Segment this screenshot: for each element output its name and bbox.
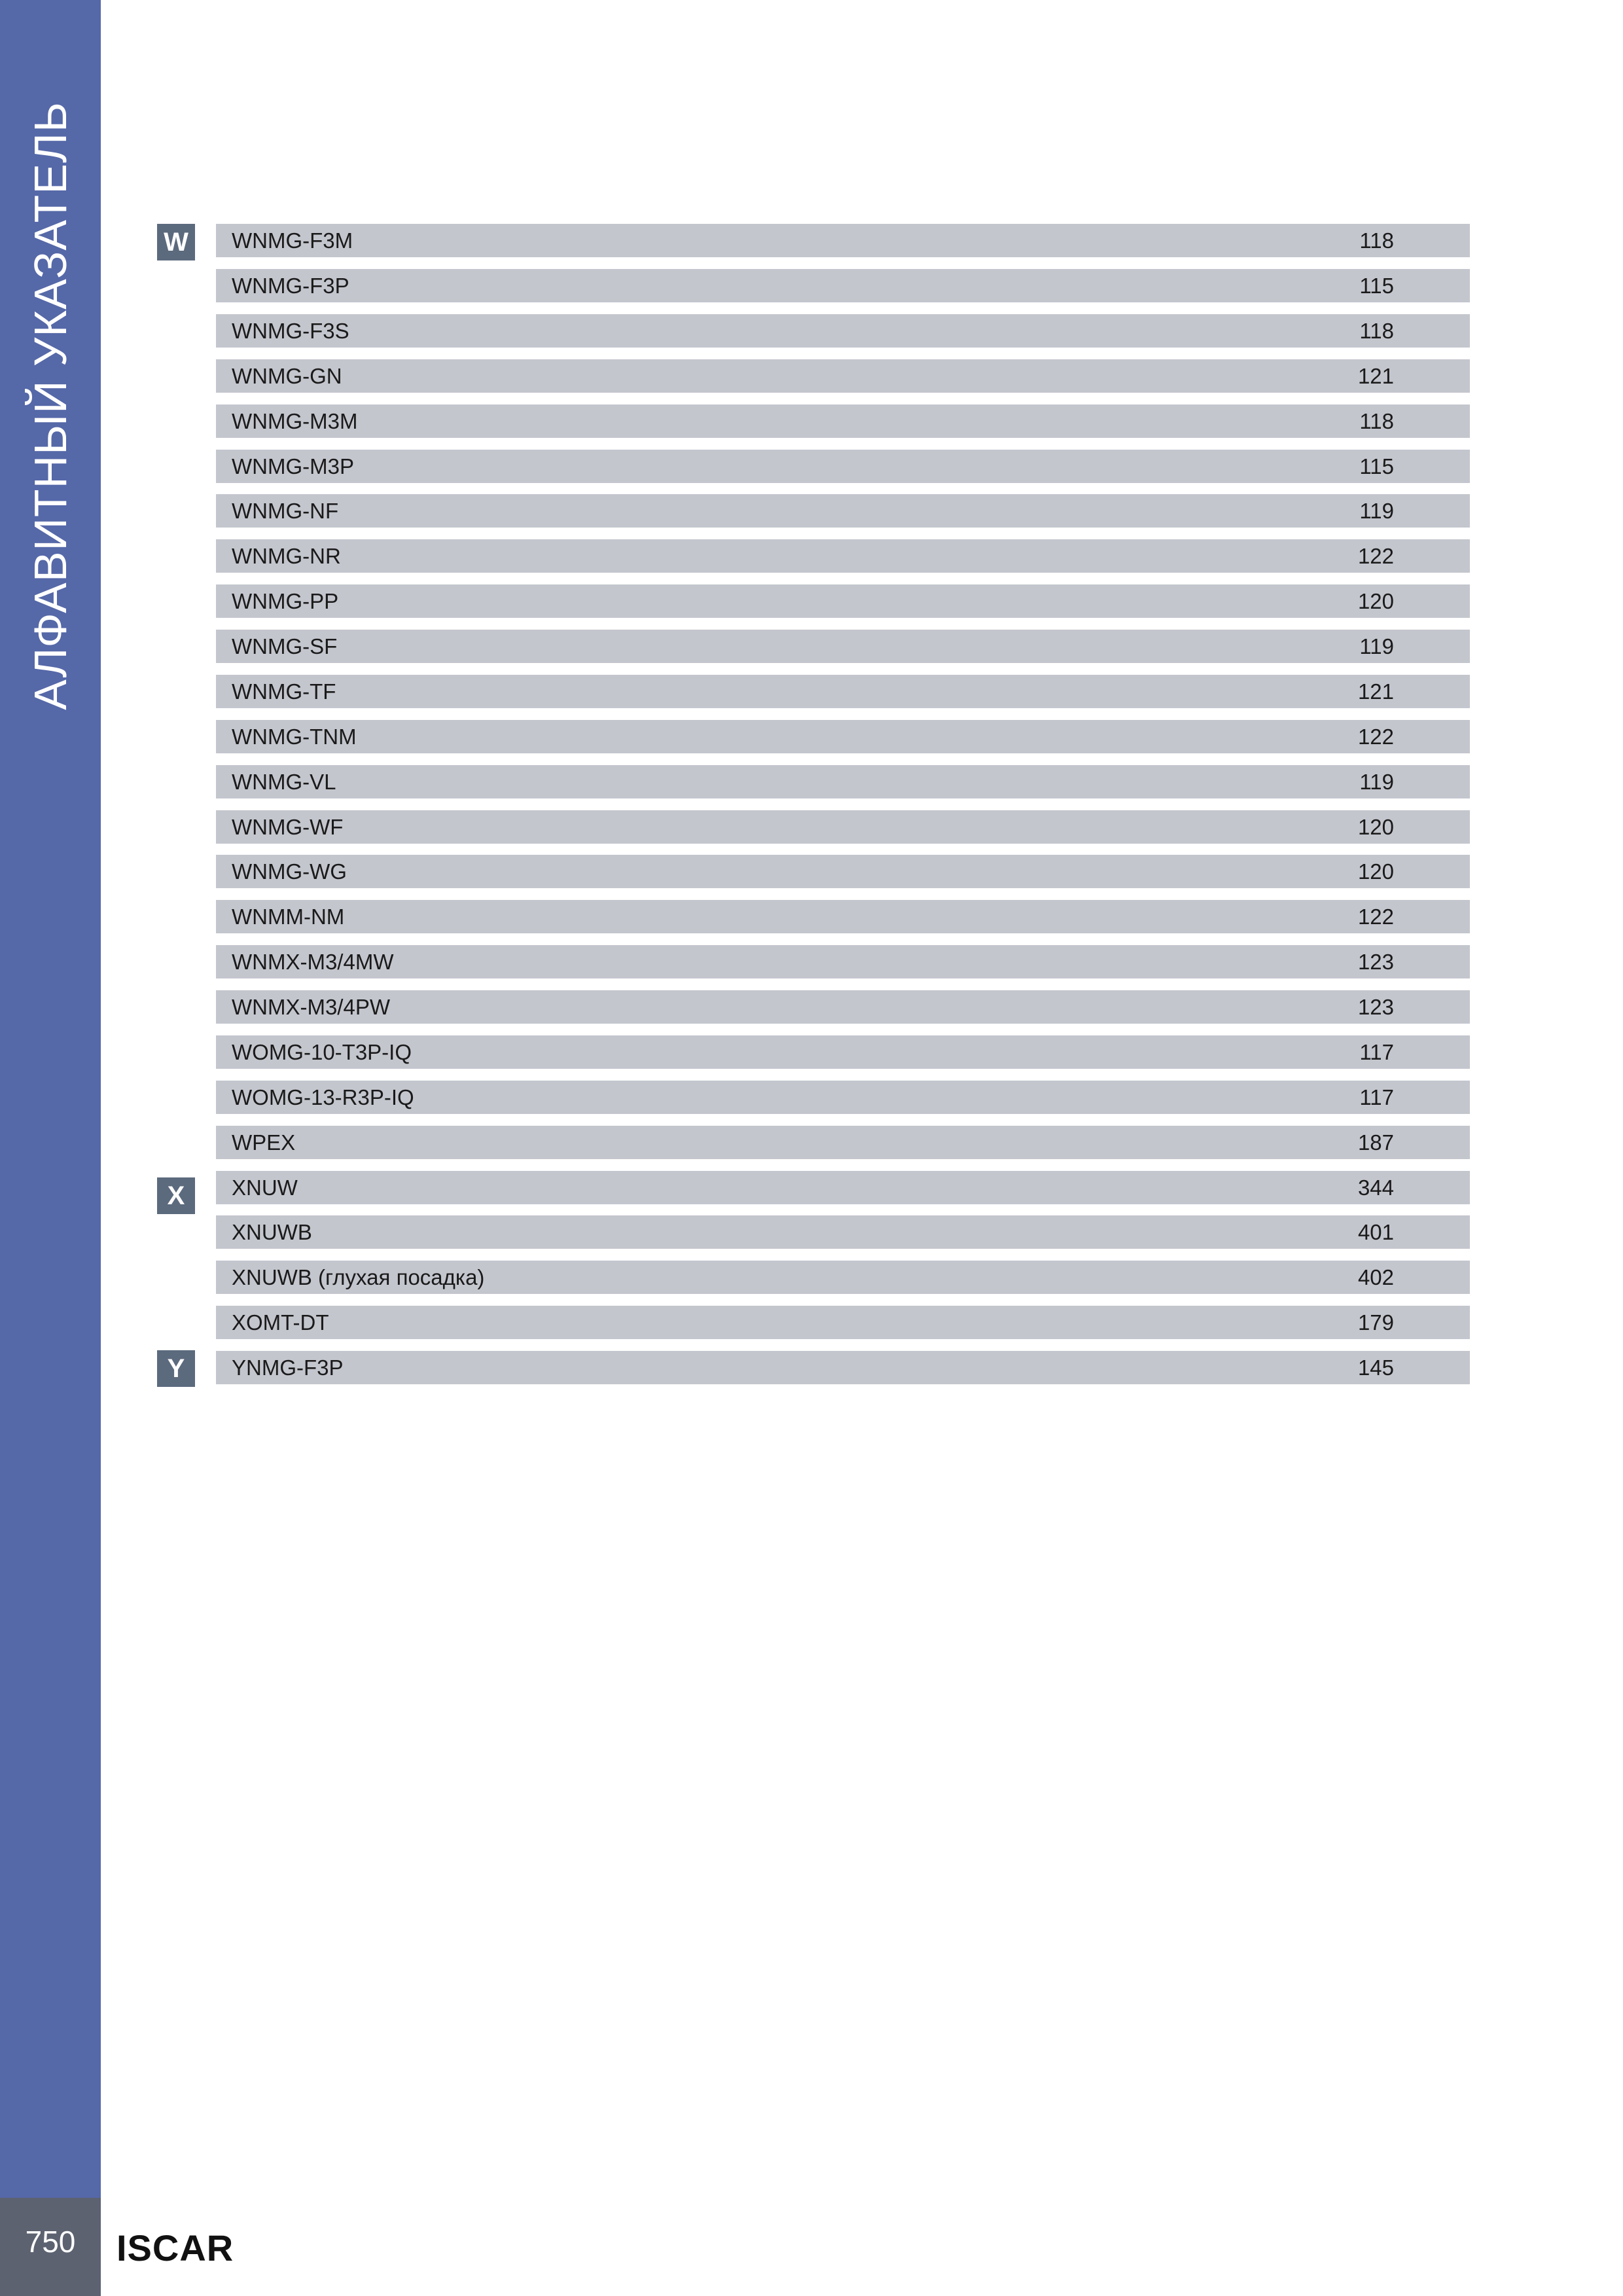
page-reference: 120 [1357, 589, 1394, 613]
page-reference: 145 [1357, 1355, 1394, 1380]
product-code: WNMG-F3M [232, 228, 353, 253]
product-code: WOMG-13-R3P-IQ [232, 1085, 414, 1109]
index-row [0, 1215, 1623, 1249]
index-row [0, 810, 1623, 844]
page-reference: 122 [1357, 544, 1394, 568]
page-reference: 118 [1359, 409, 1394, 433]
product-code: WNMG-WG [232, 859, 347, 884]
index-row [0, 404, 1623, 438]
product-code: WNMX-M3/4MW [232, 950, 394, 974]
page-reference: 122 [1357, 725, 1394, 749]
row-bar [216, 900, 1470, 933]
page-reference: 179 [1357, 1310, 1394, 1335]
page-reference: 115 [1359, 274, 1394, 298]
index-row [0, 1351, 1623, 1384]
row-bar [216, 584, 1470, 618]
product-code: XNUWB [232, 1220, 312, 1244]
page-reference: 119 [1359, 634, 1394, 658]
product-code: WNMG-M3M [232, 409, 358, 433]
product-code: WNMG-VL [232, 770, 336, 794]
page-reference: 118 [1359, 319, 1394, 343]
page-reference: 121 [1357, 364, 1394, 388]
row-bar [216, 450, 1470, 483]
row-bar [216, 539, 1470, 573]
product-code: WNMG-NF [232, 499, 339, 523]
page-reference: 401 [1357, 1220, 1394, 1244]
index-row [0, 494, 1623, 528]
page-reference: 120 [1357, 815, 1394, 839]
product-code: WNMG-GN [232, 364, 342, 388]
index-row [0, 1126, 1623, 1159]
row-bar [216, 990, 1470, 1024]
index-row [0, 720, 1623, 753]
product-code: WNMG-WF [232, 815, 344, 839]
brand-logo: ISCAR [116, 2227, 234, 2269]
page-reference: 117 [1359, 1085, 1394, 1109]
row-bar [216, 720, 1470, 753]
index-row [0, 314, 1623, 348]
index-row [0, 675, 1623, 708]
product-code: WNMG-F3S [232, 319, 349, 343]
product-code: WNMG-TF [232, 679, 336, 704]
row-bar [216, 269, 1470, 302]
page-reference: 187 [1357, 1130, 1394, 1155]
page-reference: 121 [1357, 679, 1394, 704]
row-bar [216, 1126, 1470, 1159]
row-bar [216, 1306, 1470, 1339]
product-code: XNUW [232, 1175, 298, 1200]
product-code: WNMM-NM [232, 905, 345, 929]
page-reference: 122 [1357, 905, 1394, 929]
product-code: XOMT-DT [232, 1310, 329, 1335]
page-reference: 119 [1359, 499, 1394, 523]
index-row [0, 539, 1623, 573]
letter-badge-w: W [157, 224, 195, 260]
row-bar [216, 404, 1470, 438]
row-bar [216, 630, 1470, 663]
index-row [0, 1261, 1623, 1294]
page-reference: 117 [1359, 1040, 1394, 1064]
row-bar [216, 359, 1470, 393]
product-code: WNMG-NR [232, 544, 341, 568]
row-bar [216, 1215, 1470, 1249]
row-bar [216, 314, 1470, 348]
index-row [0, 1081, 1623, 1114]
row-bar [216, 224, 1470, 257]
index-row [0, 855, 1623, 888]
page-reference: 118 [1359, 228, 1394, 253]
product-code: WNMG-PP [232, 589, 339, 613]
row-bar [216, 1171, 1470, 1204]
product-code: WNMG-SF [232, 634, 338, 658]
letter-badge-x: X [157, 1177, 195, 1214]
row-bar [216, 945, 1470, 978]
product-code: WNMX-M3/4PW [232, 995, 390, 1019]
index-row [0, 1171, 1623, 1204]
sidebar-title: АЛФАВИТНЫЙ УКАЗАТЕЛЬ [25, 101, 76, 710]
product-code: WNMG-F3P [232, 274, 349, 298]
page-reference: 119 [1359, 770, 1394, 794]
page-reference: 123 [1357, 950, 1394, 974]
page-reference: 344 [1357, 1175, 1394, 1200]
row-bar [216, 855, 1470, 888]
product-code: YNMG-F3P [232, 1355, 344, 1380]
index-row [0, 900, 1623, 933]
row-bar [216, 810, 1470, 844]
page-reference: 115 [1359, 454, 1394, 478]
index-row [0, 1306, 1623, 1339]
index-row [0, 269, 1623, 302]
index-row [0, 584, 1623, 618]
index-row [0, 990, 1623, 1024]
index-row [0, 450, 1623, 483]
page-number: 750 [25, 2225, 76, 2259]
index-row [0, 945, 1623, 978]
index-row [0, 765, 1623, 798]
row-bar [216, 765, 1470, 798]
index-row [0, 630, 1623, 663]
page-reference: 402 [1357, 1265, 1394, 1289]
product-code: WNMG-M3P [232, 454, 354, 478]
index-row [0, 224, 1623, 257]
letter-badge-y: Y [157, 1350, 195, 1387]
product-code: XNUWB (глухая посадка) [232, 1265, 485, 1289]
product-code: WNMG-TNM [232, 725, 357, 749]
row-bar [216, 675, 1470, 708]
index-row [0, 359, 1623, 393]
row-bar [216, 494, 1470, 528]
product-code: WOMG-10-T3P-IQ [232, 1040, 412, 1064]
product-code: WPEX [232, 1130, 296, 1155]
page-reference: 120 [1357, 859, 1394, 884]
index-row [0, 1035, 1623, 1069]
row-bar [216, 1351, 1470, 1384]
page-reference: 123 [1357, 995, 1394, 1019]
